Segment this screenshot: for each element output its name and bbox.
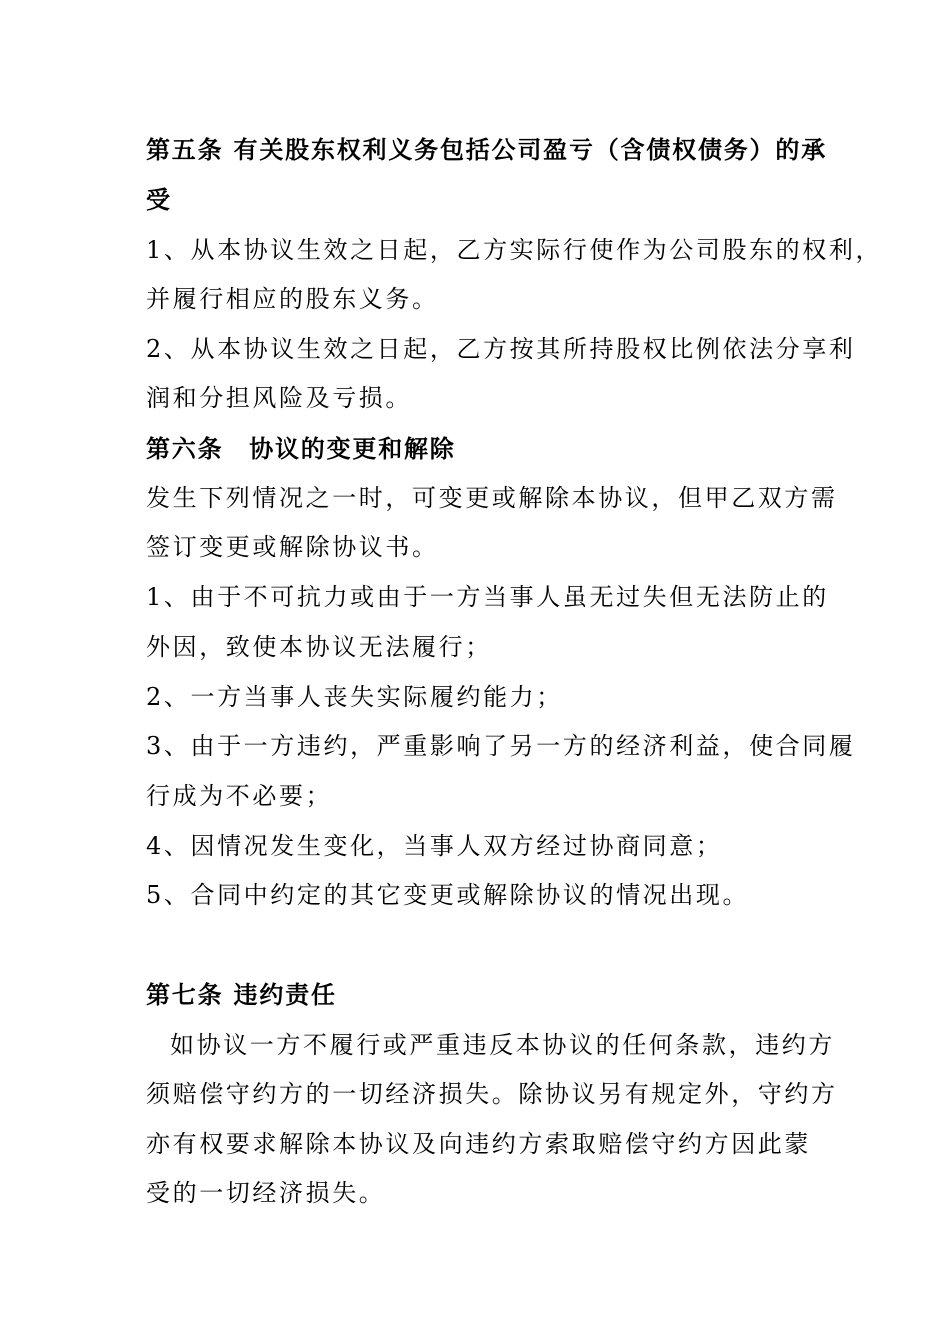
article7-paragraph-line3: 亦有权要求解除本协议及向违约方索取赔偿守约方因此蒙 xyxy=(146,1130,811,1158)
article6-intro-cont: 签订变更或解除协议书。 xyxy=(146,533,439,561)
article7-paragraph-line1: 如协议一方不履行或严重违反本协议的任何条款，违约方 xyxy=(170,1031,835,1059)
article5-item2: 2、从本协议生效之日起，乙方按其所持股权比例依法分享利 xyxy=(146,335,856,363)
article6-item1: 1、由于不可抗力或由于一方当事人虽无过失但无法防止的 xyxy=(146,583,829,611)
article6-item5: 5、合同中约定的其它变更或解除协议的情况出现。 xyxy=(146,881,750,909)
article6-item2: 2、一方当事人丧失实际履约能力； xyxy=(146,683,563,711)
article6-title: 第六条 协议的变更和解除 xyxy=(146,435,456,463)
article7-paragraph-line4: 受的一切经济损失。 xyxy=(146,1179,386,1207)
article5-title-cont: 受 xyxy=(146,186,172,214)
article5-item2-cont: 润和分担风险及亏损。 xyxy=(146,384,412,412)
article5-title: 第五条 有关股东权利义务包括公司盈亏（含债权债务）的承 xyxy=(146,136,827,164)
article7-paragraph-line2: 须赔偿守约方的一切经济损失。除协议另有规定外，守约方 xyxy=(146,1080,838,1108)
article6-item3: 3、由于一方违约，严重影响了另一方的经济利益，使合同履 xyxy=(146,732,856,760)
article6-item4: 4、因情况发生变化，当事人双方经过协商同意； xyxy=(146,832,723,860)
article6-item1-cont: 外因，致使本协议无法履行； xyxy=(146,633,492,661)
article7-title: 第七条 违约责任 xyxy=(146,981,337,1009)
article5-item1-cont: 并履行相应的股东义务。 xyxy=(146,285,439,313)
article6-intro: 发生下列情况之一时，可变更或解除本协议，但甲乙双方需 xyxy=(146,484,838,512)
article6-item3-cont: 行成为不必要； xyxy=(146,782,333,810)
article5-item1: 1、从本协议生效之日起，乙方实际行使作为公司股东的权利， xyxy=(146,236,883,264)
